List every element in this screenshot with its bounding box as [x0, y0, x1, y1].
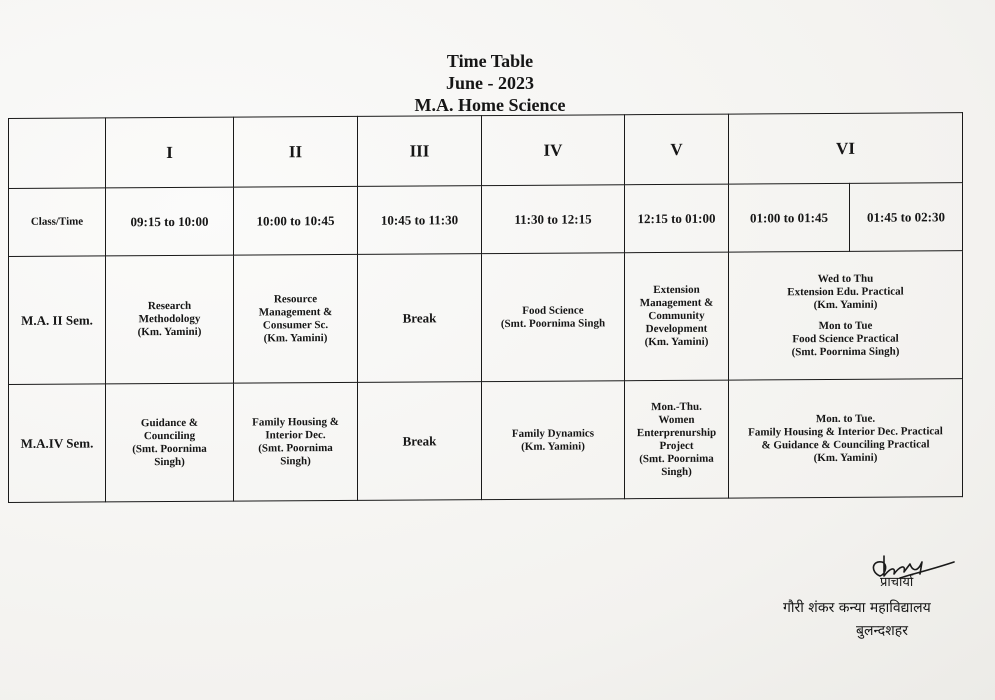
class-cell: [234, 382, 358, 501]
cell-line: (Smt. Poornima: [639, 452, 714, 465]
cell-line: (Smt. Poornima Singh: [500, 316, 606, 330]
cell-line: Women: [658, 413, 695, 426]
cell-line: (Km. Yamini): [813, 298, 878, 311]
ma-iv-sem-row: [9, 379, 963, 503]
periods-row: [9, 113, 963, 189]
time-cell: 11:30 to 12:15: [482, 185, 625, 254]
time-cell: 01:45 to 02:30: [850, 183, 963, 252]
time-cell: 09:15 to 10:00: [106, 187, 234, 256]
city-name: बुलन्दशहर: [856, 623, 908, 639]
class-cell: [625, 252, 729, 381]
cell-line: (Km. Yamini): [263, 331, 328, 344]
ma-ii-sem-row: [9, 251, 963, 385]
document-header: [300, 50, 680, 116]
row-label: M.A.IV Sem.: [9, 384, 106, 503]
time-cell: 12:15 to 01:00: [625, 184, 729, 253]
cell-line: (Km. Yamini): [521, 439, 585, 453]
cell-line: (Smt. Poornima Singh): [791, 345, 900, 358]
cell-line: (Smt. Poornima: [132, 442, 207, 455]
cell-line: Family Housing & Interior Dec. Practical: [748, 424, 943, 438]
period-header: V: [625, 114, 729, 185]
cell-line: Development: [645, 322, 708, 336]
cell-line: Food Science: [522, 303, 584, 317]
cell-line: Project: [659, 439, 694, 452]
cell-line: Mon to Tue: [818, 319, 873, 332]
cell-line: Interior Dec.: [265, 428, 326, 441]
cell-line: Community: [648, 309, 705, 323]
period-header: IV: [482, 115, 625, 186]
period-header: II: [234, 116, 358, 187]
class-cell: [106, 383, 234, 502]
class-cell: [482, 381, 625, 500]
class-cell: [625, 380, 729, 499]
cell-line: (Km. Yamini): [644, 335, 709, 349]
cell-line: & Guidance & Counciling Practical: [761, 437, 930, 451]
time-cell: 10:45 to 11:30: [358, 186, 482, 255]
cell-line: Singh): [661, 465, 692, 478]
cell-line: (Km. Yamini): [137, 325, 202, 339]
cell-line: Mon.-Thu.: [651, 400, 702, 413]
cell-line: Counciling: [143, 429, 196, 442]
cell-line: Methodology: [138, 312, 201, 326]
row-label: M.A. II Sem.: [9, 256, 106, 385]
time-cell: 10:00 to 10:45: [234, 186, 358, 255]
cell-line: Extension: [653, 283, 700, 297]
cell-line: Extension Edu. Practical: [787, 285, 904, 298]
cell-line: Consumer Sc.: [262, 318, 329, 331]
timetable: [8, 112, 963, 503]
break-cell: Break: [358, 254, 482, 383]
period-header: III: [358, 116, 482, 187]
corner-cell: [9, 118, 106, 189]
class-cell: [106, 255, 234, 384]
cell-line: Wed to Thu: [817, 272, 874, 285]
cell-line: (Km. Yamini): [813, 451, 878, 464]
college-name: गौरी शंकर कन्या महाविद्यालय: [783, 600, 931, 616]
break-cell: Break: [358, 382, 482, 501]
cell-line: Management &: [258, 305, 333, 318]
cell-line: Family Dynamics: [511, 426, 595, 440]
class-cell: [482, 253, 625, 382]
class-cell: [234, 254, 358, 383]
cell-line: (Smt. Poornima: [258, 441, 333, 454]
period-header: I: [106, 117, 234, 188]
practical-cell: [729, 379, 963, 498]
time-cell: 01:00 to 01:45: [729, 183, 850, 252]
cell-line: Research: [147, 299, 192, 313]
cell-line: Singh): [280, 454, 311, 467]
doc-title: Time Table: [446, 51, 534, 71]
signatory-title: प्राचार्या: [880, 575, 914, 590]
cell-line: Enterprenurship: [636, 426, 717, 439]
time-row: [9, 183, 963, 257]
cell-line: Family Housing &: [252, 415, 339, 429]
cell-line: Mon. to Tue.: [815, 412, 876, 425]
doc-date: June - 2023: [445, 73, 534, 93]
class-time-label: Class/Time: [9, 188, 106, 257]
practical-cell: [729, 251, 963, 380]
doc-course: M.A. Home Science: [414, 95, 566, 115]
period-header: VI: [729, 113, 963, 184]
cell-line: Resource: [273, 292, 318, 305]
cell-line: Management &: [639, 296, 714, 310]
cell-line: Food Science Practical: [792, 332, 899, 345]
cell-line: Singh): [154, 455, 185, 468]
cell-line: Guidance &: [140, 416, 199, 429]
